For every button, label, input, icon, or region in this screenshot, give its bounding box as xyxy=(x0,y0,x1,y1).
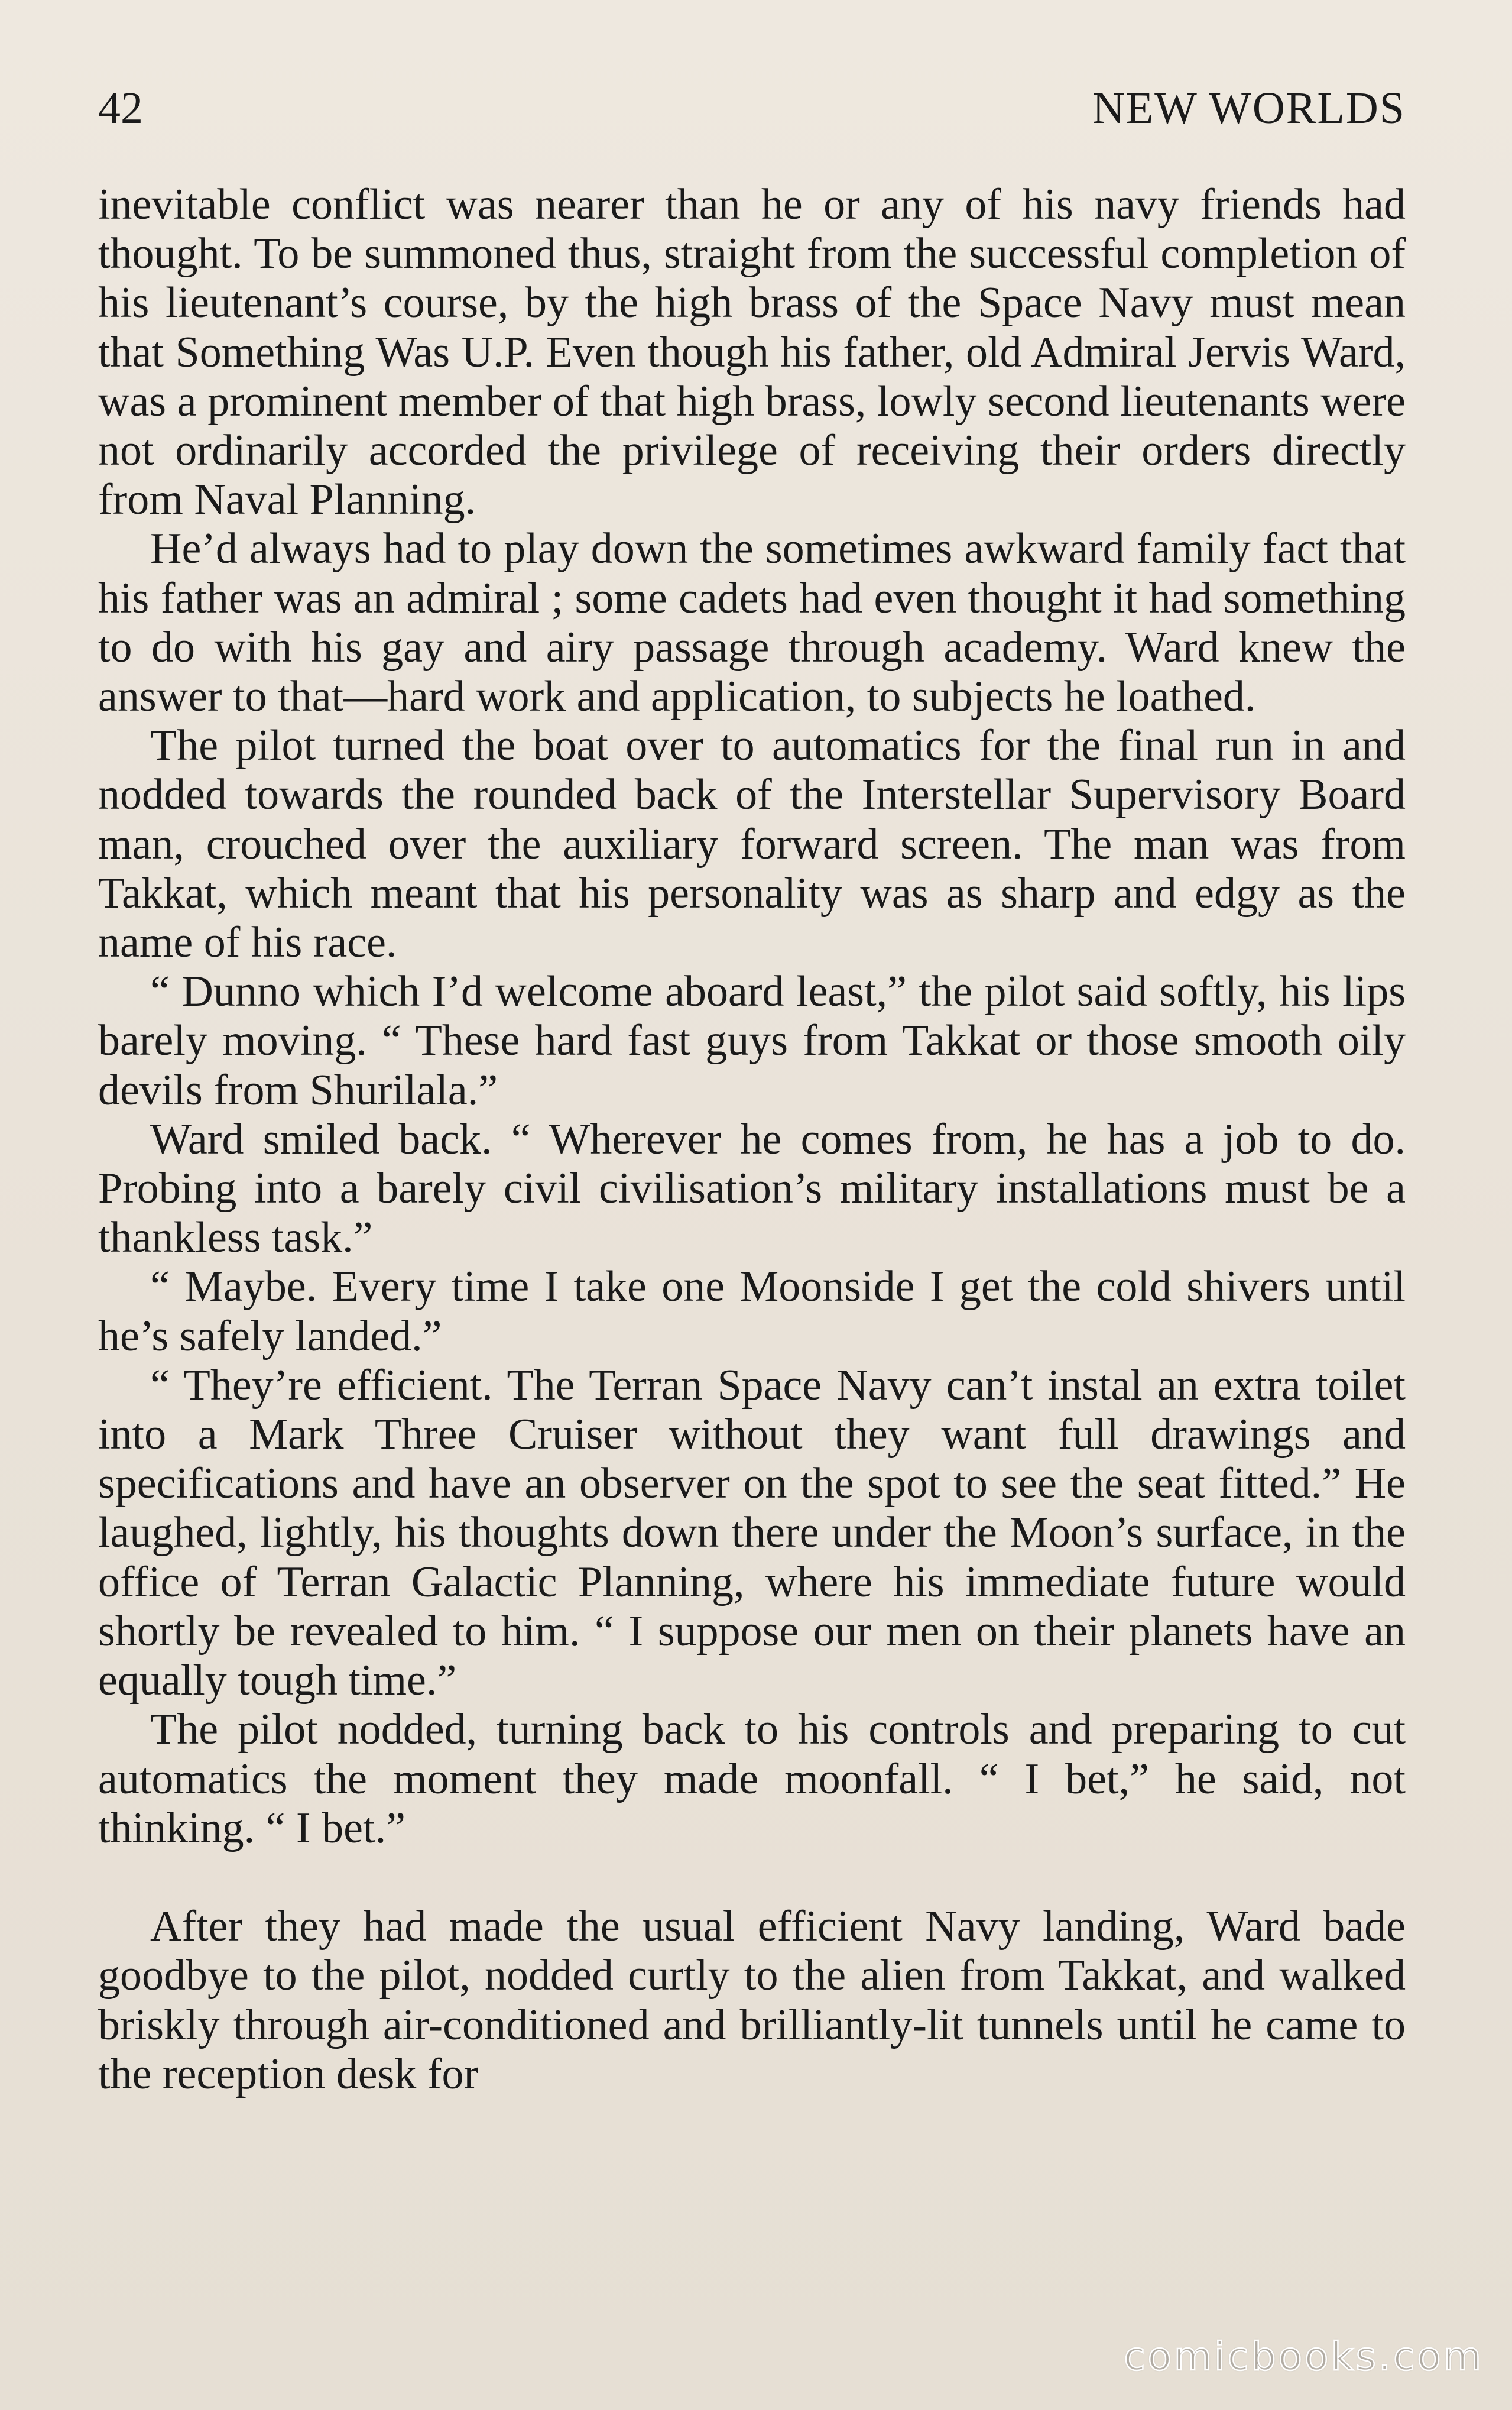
section-break xyxy=(98,1853,1406,1902)
paragraph: “ Maybe. Every time I take one Moonside I get the cold shivers until he’s safely landed.” xyxy=(98,1262,1406,1361)
watermark: comicbooks.com xyxy=(1124,2334,1484,2379)
page-number: 42 xyxy=(98,83,143,133)
paragraph: After they had made the usual efficient Navy landing, Ward bade goodbye to the pilot, nodded curtly to the alien from Takkat, and walked briskly through air-conditioned and brilliantly-lit tunnels until he came to the reception desk for xyxy=(98,1902,1406,2098)
paragraph: “ Dunno which I’d welcome aboard least,” the pilot said softly, his lips barely moving. “ These hard fast guys from Takkat or those smooth oily devils from Shurilala.” xyxy=(98,967,1406,1115)
paragraph: inevitable conflict was nearer than he or any of his navy friends had thought. To be summoned thus, straight from the successful completion of his lieutenant’s course, by the high brass of the Space Navy must mean that Something Was U.P. Even though his father, old Admiral Jervis Ward, was a prominent member of that high brass, lowly second lieutenants were not ordinarily accorded the privilege of receiving their orders directly from Naval Planning. xyxy=(98,180,1406,524)
paragraph: He’d always had to play down the sometimes awkward family fact that his father was an admiral ; some cadets had even thought it had something to do with his gay and airy passage through academy. Ward knew the answer to that—hard work and application, to subjects he loathed. xyxy=(98,524,1406,721)
paragraph: Ward smiled back. “ Wherever he comes from, he has a job to do. Probing into a barely civil civilisation’s military installations must be a thankless task.” xyxy=(98,1115,1406,1262)
running-title: NEW WORLDS xyxy=(1092,83,1406,133)
paragraph: The pilot turned the boat over to automatics for the final run in and nodded towards the rounded back of the Interstellar Supervisory Board man, crouched over the auxiliary forward screen. The man was from Takkat, which meant that his personality was as sharp and edgy as the name of his race. xyxy=(98,721,1406,967)
paragraph: “ They’re efficient. The Terran Space Navy can’t instal an extra toilet into a Mark Three Cruiser without they want full drawings and specifications and have an observer on the spot to see the seat fitted.” He laughed, lightly, his thoughts down there under the Moon’s surface, in the office of Terran Galactic Planning, where his immediate future would shortly be revealed to him. “ I suppose our men on their planets have an equally tough time.” xyxy=(98,1361,1406,1705)
body-text xyxy=(98,180,1406,2099)
paragraph: The pilot nodded, turning back to his controls and preparing to cut automatics the moment they made moonfall. “ I bet,” he said, not thinking. “ I bet.” xyxy=(98,1705,1406,1852)
running-header xyxy=(98,83,1406,148)
